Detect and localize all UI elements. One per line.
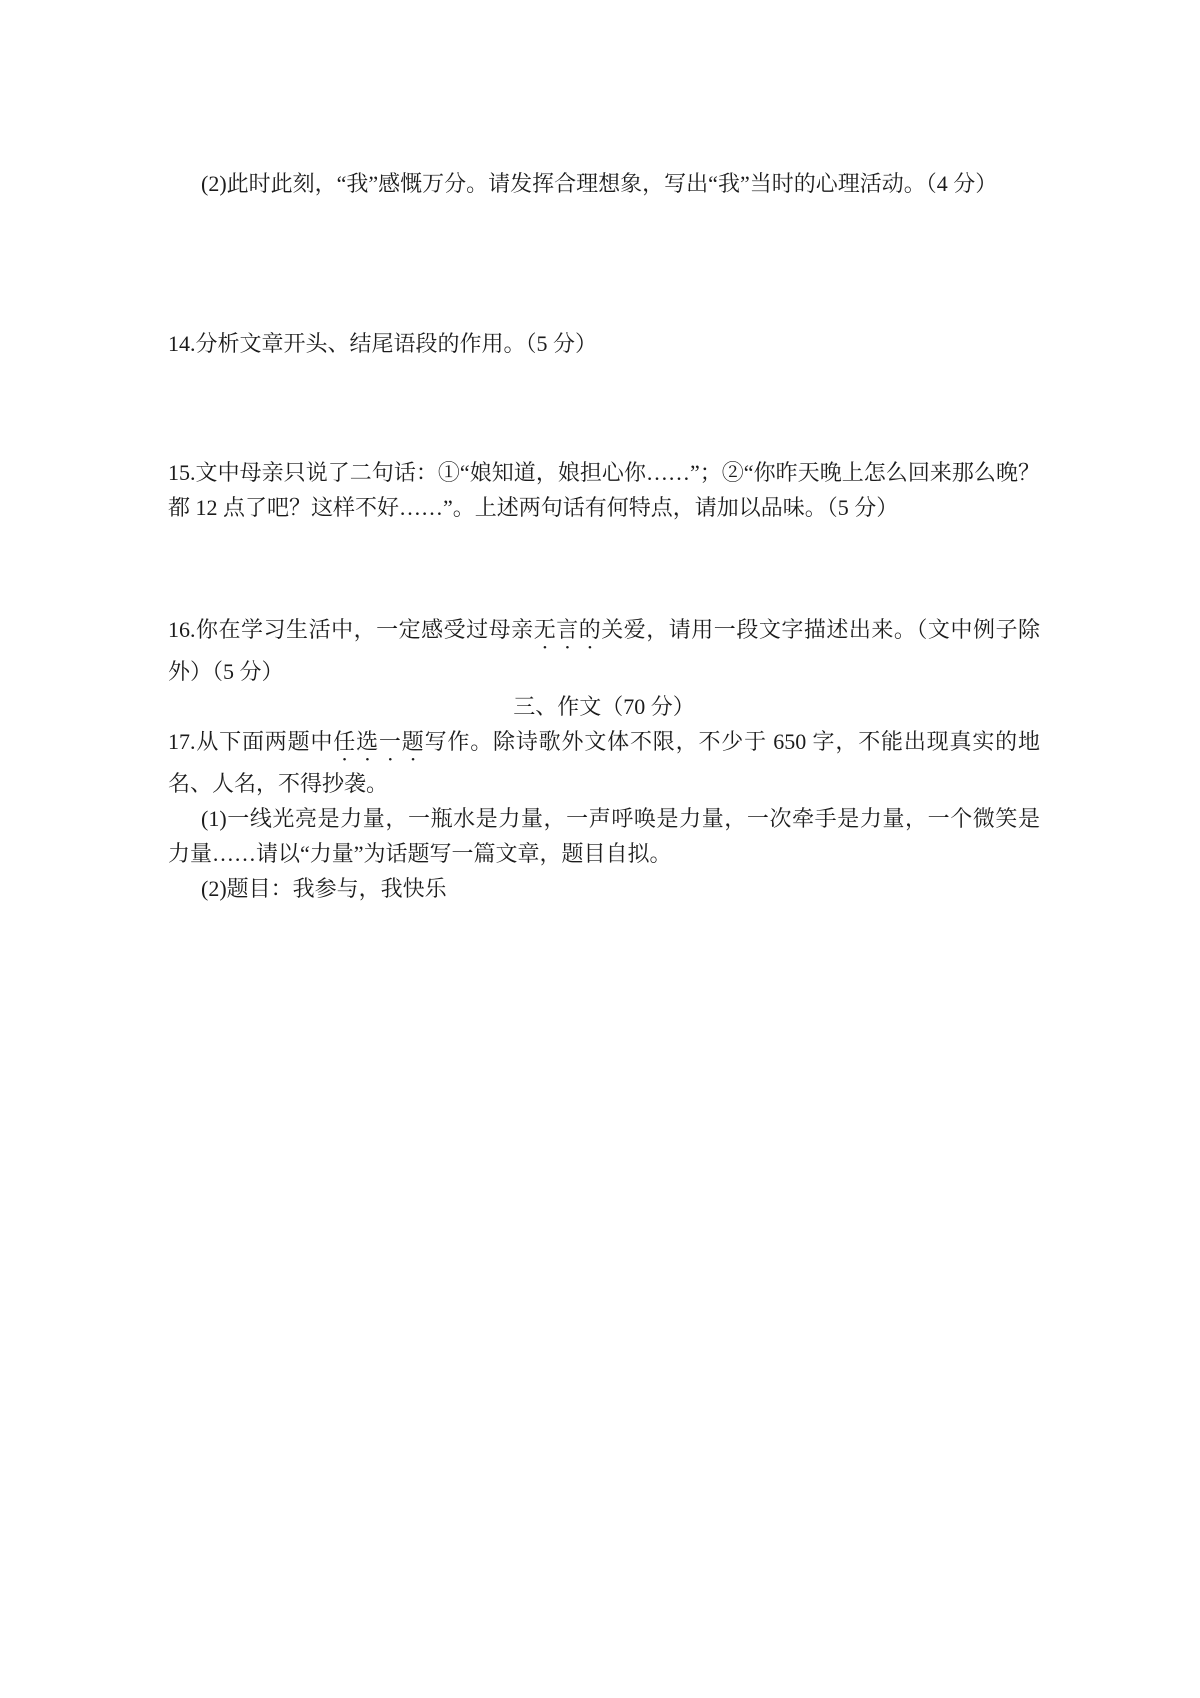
question-16-text-after: 关爱，请用一段文字描述出来。（文中例子除外）（5 分） bbox=[168, 617, 1040, 684]
question-17-option-2: (2)题目：我参与，我快乐 bbox=[201, 876, 447, 901]
question-14: 14.分析文章开头、结尾语段的作用。（5 分） bbox=[168, 331, 598, 356]
question-17-text-before: 17.从下面两题中 bbox=[168, 729, 334, 754]
question-13-part2: (2)此时此刻，“我”感慨万分。请发挥合理想象，写出“我”当时的心理活动。（4 分） bbox=[201, 171, 998, 196]
question-17 bbox=[168, 724, 1040, 801]
question-15: 15.文中母亲只说了二句话：①“娘知道，娘担心你……”；②“你昨天晚上怎么回来那么晚？都 12 点了吧？这样不好……”。上述两句话有何特点，请加以品味。（5 分） bbox=[168, 460, 1040, 520]
question-17-option-1: (1)一线光亮是力量，一瓶水是力量，一声呼唤是力量，一次牵手是力量，一个微笑是力量……请以“力量”为话题写一篇文章，题目自拟。 bbox=[168, 806, 1040, 866]
question-16-emphasized-text: 无言的 bbox=[533, 617, 602, 642]
question-16-text-before: 16.你在学习生活中，一定感受过母亲 bbox=[168, 617, 534, 642]
question-17-text-after: 写作。除诗歌外文体不限，不少于 650 字，不能出现真实的地名、人名，不得抄袭。 bbox=[168, 729, 1040, 796]
question-16 bbox=[168, 612, 1040, 689]
question-17-emphasized-text: 任选一题 bbox=[333, 729, 425, 754]
section-heading-composition: 三、作文（70 分） bbox=[513, 694, 695, 719]
